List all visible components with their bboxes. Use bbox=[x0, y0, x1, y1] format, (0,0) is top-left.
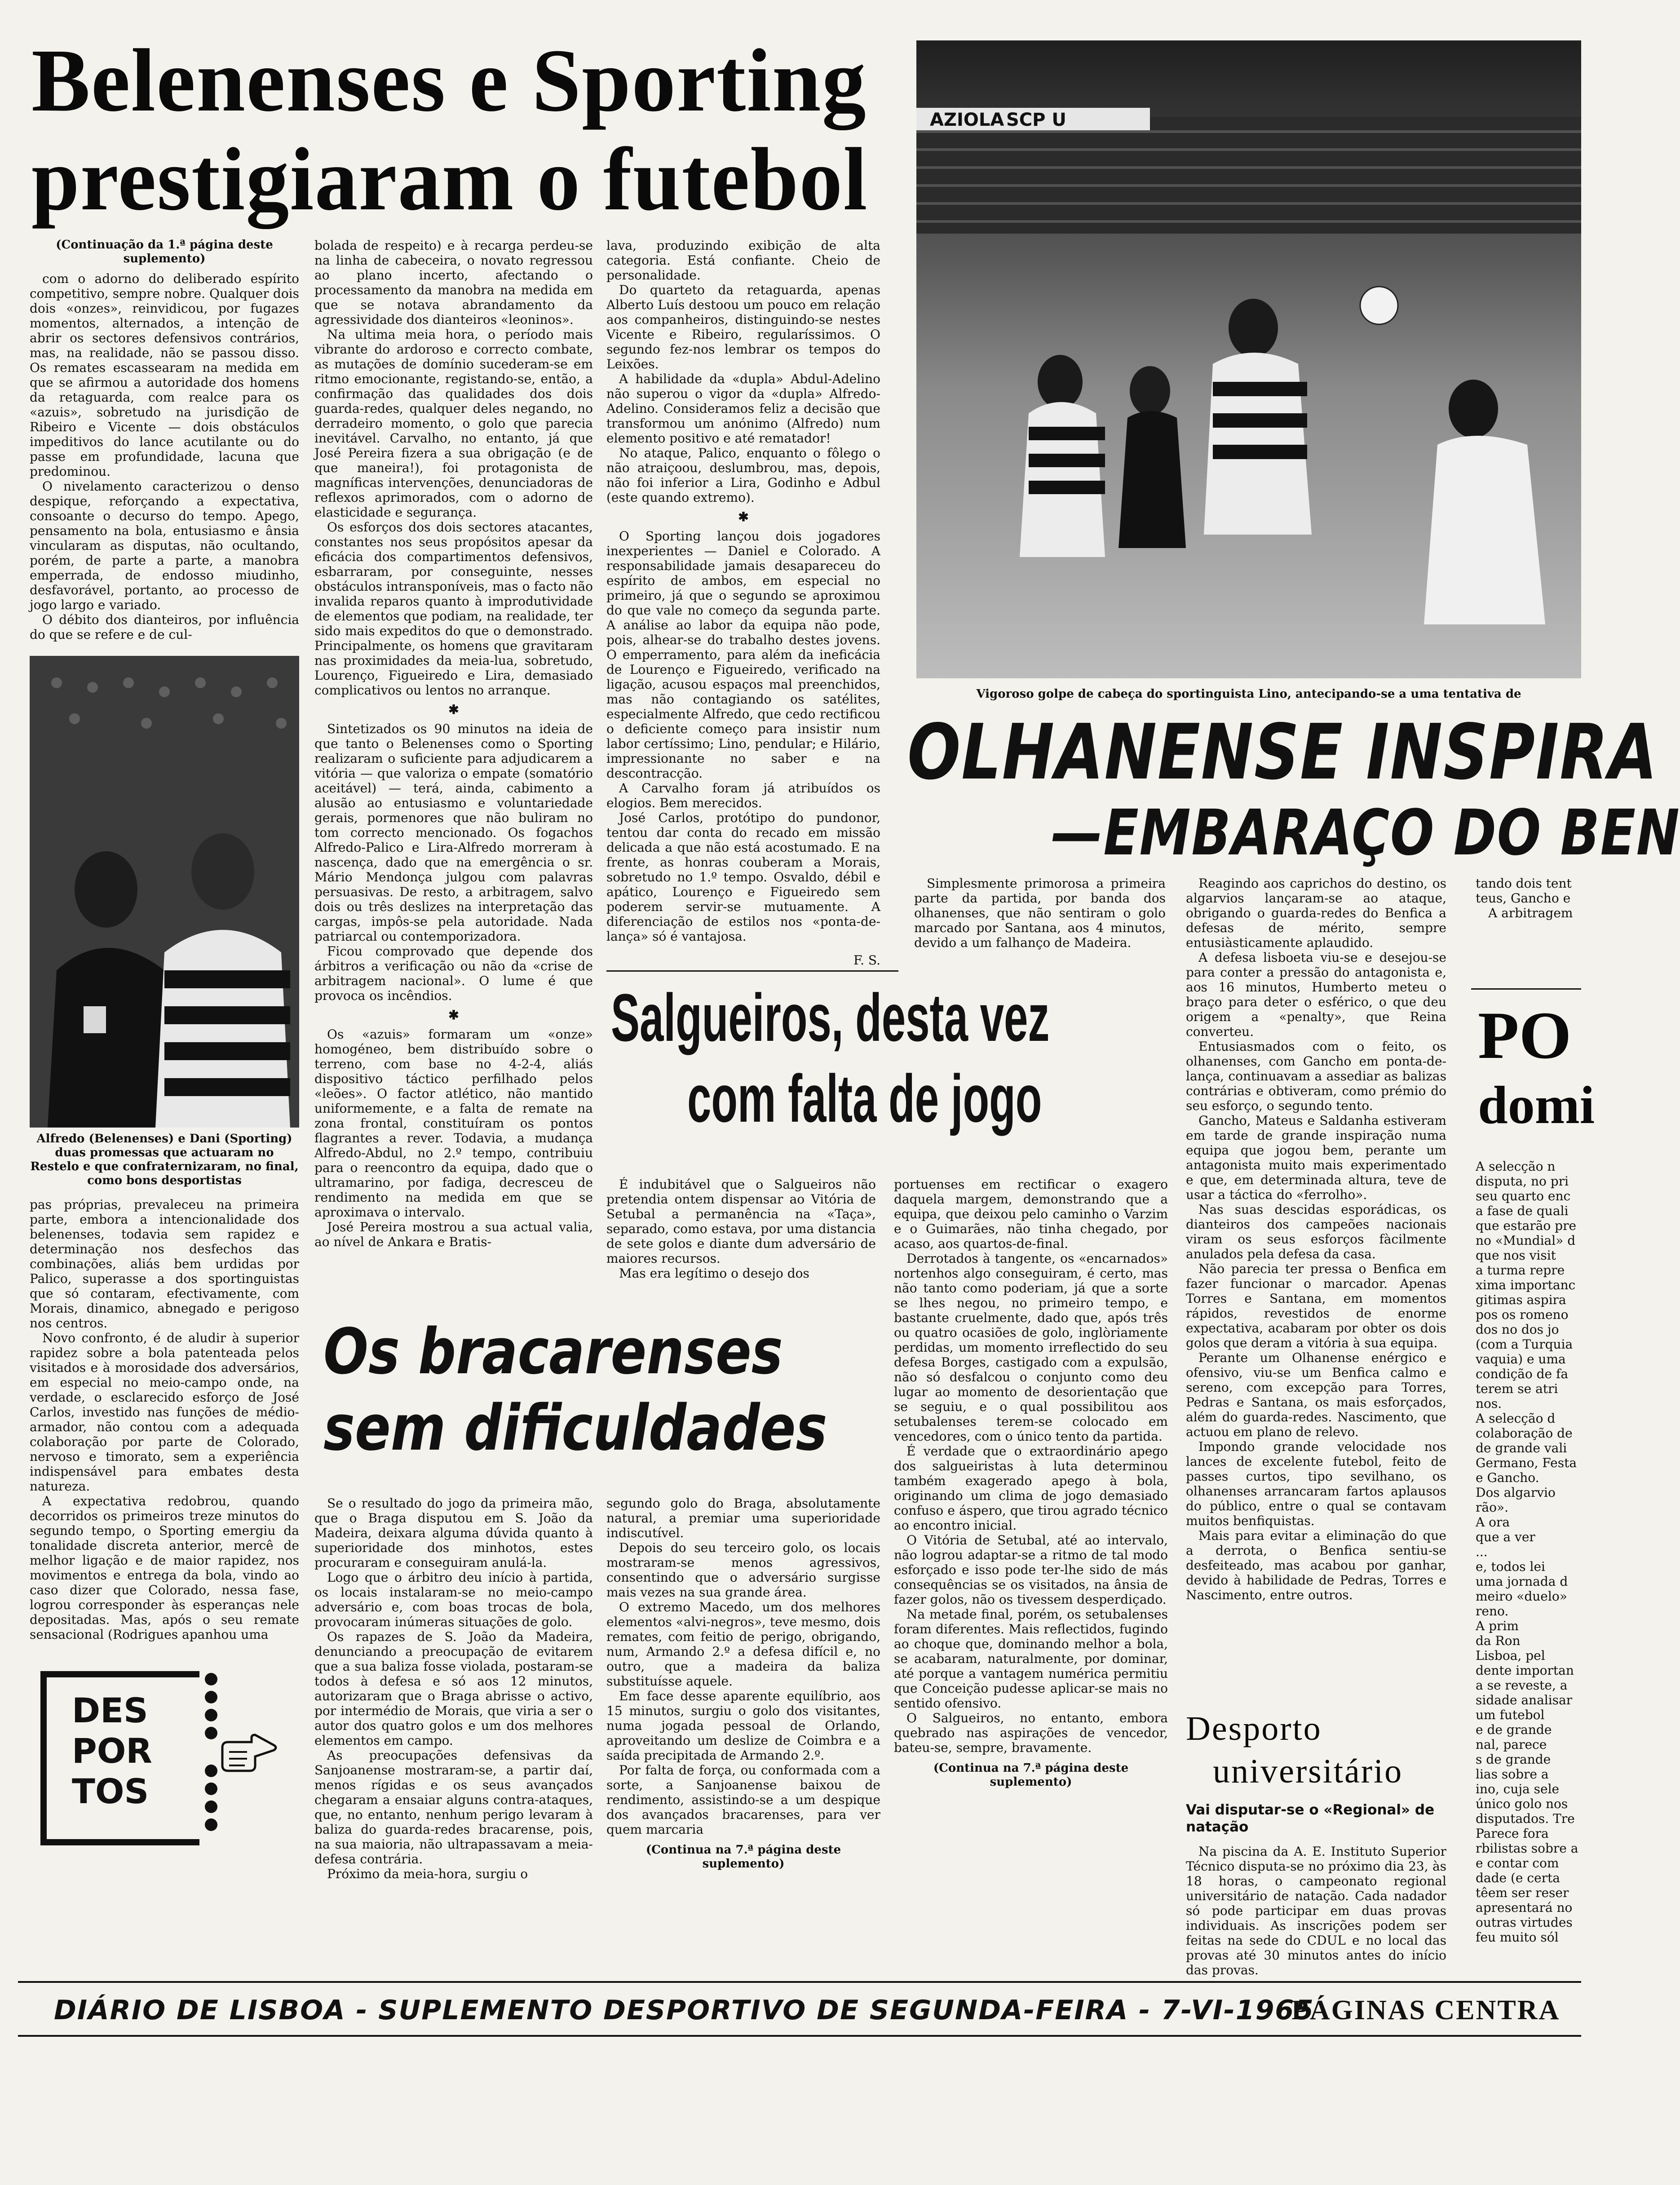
paragraph: O nivelamento caracterizou o denso despique, reforçando a expectativa, consoante o decurso do tempo. Apego, pensamento na bola, entusiasmo e ânsia vincularam as disputas, não ocultando, porém, de parte a parte, a manobra emperrada, de endosso miudinho, desfavorável, portanto, ao processo de jogo largo e variado. bbox=[30, 479, 299, 612]
strip-line: meiro «duelo» bbox=[1476, 1589, 1567, 1604]
paragraph: O Salgueiros, no entanto, embora quebrado nas aspirações de vencedor, bateu-se, sempre, bravamente. bbox=[894, 1711, 1168, 1755]
paragraph: Impondo grande velocidade nos lances de excelente futebol, feito de passes curtos, tipo sevilhano, os olhanenses arrancaram fartos aplausos do público, entre o qual se contavam muitos benfiquistas. bbox=[1186, 1439, 1446, 1528]
strip-line: Germano, Festa bbox=[1476, 1455, 1577, 1470]
section-divider-star: ✱ bbox=[738, 509, 749, 524]
strip-line: um futebol bbox=[1476, 1707, 1545, 1722]
universitario-title2: universitário bbox=[1213, 1752, 1403, 1790]
continuation-note: (Continua na 7.ª página deste suplemento) bbox=[933, 1761, 1129, 1789]
text-fragment: teus, Gancho e bbox=[1476, 891, 1571, 906]
strip-line: (com a Turquia bbox=[1476, 1337, 1573, 1352]
strip-line: rão». bbox=[1476, 1500, 1508, 1515]
article1-column1 bbox=[30, 238, 299, 642]
paragraph: José Carlos, protótipo do pundonor, tentou dar conta do recado em missão delicada a que não está acostumado. E na frente, as honras couberam a Morais, sobretudo no 1.º tempo. Osvaldo, débil e apático, Lourenço e Figueiredo sem poderem servir-se mutuamente. A diferenciação de estilos nos «ponta-de-lança» só é vantajosa. bbox=[606, 810, 880, 944]
strip-line: Dos algarvio bbox=[1476, 1485, 1556, 1500]
right-strip-lines bbox=[1476, 1159, 1581, 1945]
logo-text-3: TOS bbox=[72, 1771, 149, 1811]
paragraph: Próximo da meia-hora, surgiu o bbox=[327, 1867, 528, 1881]
strip-line: ino, cuja sele bbox=[1476, 1782, 1560, 1796]
olhanense-title2: —EMBARAÇO DO BEN bbox=[1051, 796, 1680, 870]
strip-line: pos os romeno bbox=[1476, 1307, 1569, 1322]
strip-line: gitimas aspira bbox=[1476, 1292, 1566, 1307]
paragraph: Mais para evitar a eliminação do que a derrota, o Benfica sentiu-se desfeiteado, mas acabou por ganhar, devido à habilidade de Pedras, Torres e Nascimento, entre outros. bbox=[1186, 1528, 1446, 1602]
bracarenses-title2: sem dificuldades bbox=[323, 1392, 827, 1465]
section-divider-star: ✱ bbox=[448, 702, 459, 717]
paragraph: A defesa lisboeta viu-se e desejou-se para conter a pressão do antagonista e, aos 16 minutos, Humberto meteu o braço para deter o esférico, o que deu origem a «penalty», que Reina converteu. bbox=[1186, 950, 1446, 1039]
universitario-subtitle: Vai disputar-se o «Regional» de natação bbox=[1186, 1802, 1435, 1835]
article1-col1b bbox=[30, 1197, 299, 1642]
paragraph: Logo que o árbitro deu início à partida, os locais instalaram-se no meio-campo adversário e, com boas trocas de bola, provocaram inúmeras situações de golo. bbox=[314, 1570, 593, 1629]
strip-line: vaquia) e uma bbox=[1476, 1352, 1566, 1367]
salgueiros-col2 bbox=[894, 1177, 1168, 1789]
salgueiros-title1: Salgueiros, desta vez bbox=[611, 980, 1050, 1055]
strip-line: têem ser reser bbox=[1476, 1885, 1569, 1900]
paragraph: Por falta de força, ou conformada com a sorte, a Sanjoanense baixou de rendimento, assistindo-se a um despique dos avançados bracarenses, para ver quem marcaria bbox=[606, 1763, 880, 1837]
divider-line bbox=[606, 970, 898, 972]
strip-line: seu quarto enc bbox=[1476, 1189, 1571, 1203]
paragraph: Reagindo aos caprichos do destino, os algarvios lançaram-se ao ataque, obrigando o guarda-redes do Benfica a defesas de mérito, sempre entusiàsticamente aplaudido. bbox=[1186, 876, 1446, 950]
text-fragment: tando dois tent bbox=[1476, 876, 1572, 891]
logo-text-2: POR bbox=[72, 1731, 152, 1771]
strip-line: ... bbox=[1476, 1544, 1488, 1559]
paragraph: Do quarteto da retaguarda, apenas Alberto Luís destoou um pouco em relação aos companheiros, distinguindo-se nestes Vicente e Ribeiro, regularíssimos. O segundo fez-nos lembrar os tempos do Leixões. bbox=[606, 283, 880, 372]
strip-line: e Gancho. bbox=[1476, 1470, 1539, 1485]
paragraph: É indubitável que o Salgueiros não pretendia ontem dispensar ao Vitória de Setubal a permanência na «Taça», separado, como estava, por uma distancia de sete golos e diante dum adversário de maiores recursos. bbox=[606, 1177, 876, 1266]
players-illustration bbox=[30, 656, 299, 1128]
right-strip-text bbox=[1476, 1159, 1581, 1968]
banner-text-2: SCP U bbox=[1006, 110, 1066, 130]
strip-line: a turma repre bbox=[1476, 1263, 1565, 1278]
strip-line: A ora bbox=[1476, 1515, 1510, 1530]
paragraph: pas próprias, prevaleceu na primeira parte, embora a intencionalidade dos belenenses, todavia sem rapidez e determinação nos desfechos das combinações, aliás bem urdidas por Palico, superasse a dos sportinguistas que só contaram, efectivamente, com Morais, dinamico, abnegado e perigoso nos centros. bbox=[30, 1197, 299, 1331]
footer-rule-bottom bbox=[18, 2035, 1581, 2037]
photo-lino-header bbox=[916, 40, 1581, 678]
paragraph: bolada de respeito) e à recarga perdeu-se na linha de cabeceira, o novato regressou ao plano incerto, afectando o processamento da manobra na medida em que se notava abrandamento da agressividade dos dianteiros «leoninos». bbox=[314, 238, 593, 327]
bracarenses-col1 bbox=[314, 1496, 593, 1881]
paragraph: Os esforços dos dois sectores atacantes, constantes nos seus propósitos apesar da eficácia dos compartimentos defensivos, esbarraram, por conseguinte, nesses obstáculos intransponíveis, mas o facto não invalida reparos quanto à improdutividade de elementos que podiam, na realidade, ter sido mais expeditos do que o demonstrado. Principalmente, os homens que gravitaram nas proximidades da meia-lua, sobretudo, Lourenço, Figueiredo e Lira, demasiado complicativos ou lentos no arranque. bbox=[314, 520, 593, 698]
strip-line: da Ron bbox=[1476, 1633, 1521, 1648]
paragraph: Nas suas descidas esporádicas, os dianteiros dos campeões nacionais viram os seus esforços fàcilmente anulados pela defesa da casa. bbox=[1186, 1202, 1446, 1261]
salgueiros-col1 bbox=[606, 1177, 876, 1281]
section-divider-star: ✱ bbox=[448, 1008, 459, 1022]
paragraph: com o adorno do deliberado espírito competitivo, sempre nobre. Qualquer dois dois «onzes», reinvidicou, por fugazes momentos, alternados, a intenção de abrir os sectores defensivos contrários, mas, na realidade, não se passou disso. Os remates escassearam na medida em que se afirmou a autoridade dos homens da retaguarda, com realce para os «azuis», sobretudo na jurisdição de Ribeiro e Vicente — dois obstáculos impeditivos do lance acutilante ou do passe em profundidade, lacuna que predominou. bbox=[30, 271, 299, 479]
universitario-title1: Desporto bbox=[1186, 1710, 1322, 1747]
strip-line: Parece fora bbox=[1476, 1826, 1549, 1841]
footer-right: PÁGINAS CENTRA bbox=[1291, 1995, 1561, 2026]
strip-line: A prim bbox=[1476, 1619, 1519, 1633]
photo-caption-left: Alfredo (Belenenses) e Dani (Sporting) duas promessas que actuaram no Restelo e que confraternizaram, no final, como bons desportistas bbox=[30, 1132, 299, 1187]
strip-line: sidade analisar bbox=[1476, 1693, 1573, 1707]
article1-column2 bbox=[314, 238, 593, 1249]
paragraph: Simplesmente primorosa a primeira parte da partida, por banda dos olhanenses, que não sentiram o golo marcado por Santana, aos 4 minutos, devido a um falhanço de Madeira. bbox=[914, 876, 1166, 950]
paragraph: O extremo Macedo, um dos melhores elementos «alvi-negros», teve mesmo, dois remates, com feitio de perigo, obrigando, num, Armando 2.º a defesa difícil e, no outro, que a madeira da baliza substituísse aquele. bbox=[606, 1600, 880, 1689]
paragraph: José Pereira mostrou a sua actual valia, ao nível de Ankara e Bratis- bbox=[314, 1220, 593, 1249]
paragraph: Novo confronto, é de aludir à superior rapidez sobre a bola patenteada pelos visitados e à morosidade dos adversários, em especial no meio-campo onde, na verdade, o esclarecido esforço de José Carlos, investido nas funções de médio-armador, não contou com a adequada colaboração por parte de Colorado, nervoso e timorato, sem a experiência indispensável para embates desta natureza. bbox=[30, 1331, 299, 1494]
paragraph: Perante um Olhanense enérgico e ofensivo, viu-se um Benfica calmo e sereno, com excepção para Torres, Pedras e Santana, os mais esforçados, além do guarda-redes. Nascimento, que actuou em plano de relevo. bbox=[1186, 1350, 1446, 1439]
strip-line: reno. bbox=[1476, 1604, 1509, 1619]
strip-line: nos. bbox=[1476, 1396, 1502, 1411]
strip-line: Lisboa, pel bbox=[1476, 1648, 1545, 1663]
strip-line: a se reveste, a bbox=[1476, 1678, 1568, 1693]
paragraph: Na ultima meia hora, o período mais vibrante do ardoroso e correcto combate, as mutações de domínio sucederam-se em ritmo emocionante, registando-se, então, a confirmação das qualidades dos dois guarda-redes, qualquer deles negando, no derradeiro momento, o golo que parecia inevitável. Carvalho, no entanto, já que José Pereira fizera a sua obrigação (e de que maneira!), foi protagonista de magníficas intervenções, denunciadoras de reflexos aprimorados, com o adorno de elasticidade e segurança. bbox=[314, 327, 593, 520]
strip-line: e de grande bbox=[1476, 1722, 1552, 1737]
olhanense-title1: OLHANENSE INSPIRA bbox=[907, 708, 1658, 797]
paragraph: A expectativa redobrou, quando decorridos os primeiros treze minutos do segundo tempo, o Sporting emergiu da tonalidade discreta anterior, mercê de melhor ligação e de maior rapidez, nos movimentos e entrega da bola, vindo ao caso dizer que Colorado, nessa fase, logrou corresponder às esperanças nele depositadas. Mas, após o seu remate sensacional (Rodrigues apanhou uma bbox=[30, 1494, 299, 1642]
paragraph: O Sporting lançou dois jogadores inexperientes — Daniel e Colorado. A responsabilidade jamais desapareceu do espírito de ambos, em especial no primeiro, já que o segundo se aproximou do que vale no começo da segunda parte. A análise ao labor da equipa não pode, pois, alhear-se do trabalho destes jovens. O emperramento, para além da ineficácia de Lourenço e Figueiredo, verificado na ligação, acusou espaços mal preenchidos, mas não contagiando os satélites, especialmente Alfredo, que cedo rectificou o deficiente começo para insistir num labor certíssimo; Lino, pendular; e Hilário, impressionante no saber e na descontracção. bbox=[606, 529, 880, 781]
strip-line: nal, parece bbox=[1476, 1737, 1547, 1752]
paragraph: O débito dos dianteiros, por influência do que se refere e de cul- bbox=[30, 612, 299, 642]
paragraph: portuenses em rectificar o exagero daquela margem, demonstrando que a equipa, que deixou pelo caminho o Varzim e o Guimarães, não tinha chegado, por acaso, aos quartos-de-final. bbox=[894, 1177, 1168, 1251]
pointing-hand-icon bbox=[220, 1734, 279, 1774]
paragraph: A habilidade da «dupla» Abdul-Adelino não superou o vigor da «dupla» Alfredo-Adelino. Consideramos feliz a decisão que transformou um anónimo (Alfredo) num elemento positivo e até rematador! bbox=[606, 372, 880, 446]
paragraph: A Carvalho foram já atribuídos os elogios. Bem merecidos. bbox=[606, 781, 880, 810]
banner-text-1: AZIOLA bbox=[930, 110, 1004, 130]
paragraph: Mas era legítimo o desejo dos bbox=[619, 1266, 809, 1281]
paragraph: Se o resultado do jogo da primeira mão, que o Braga disputou em S. João da Madeira, deixara alguma dúvida quanto à superioridade dos minhotos, estes procuraram e conseguiram anulá-la. bbox=[314, 1496, 593, 1570]
article1-column3 bbox=[606, 238, 880, 968]
continuation-note: (Continuação da 1.ª página deste suplemento) bbox=[56, 238, 273, 265]
strip-line: que estarão pre bbox=[1476, 1218, 1577, 1233]
olhanense-col2 bbox=[1186, 876, 1446, 1602]
strip-line: dente importan bbox=[1476, 1663, 1574, 1678]
strip-line: que a ver bbox=[1476, 1530, 1535, 1544]
right-strip-title2: domi bbox=[1478, 1075, 1595, 1135]
paragraph: segundo golo do Braga, absolutamente natural, a premiar uma superioridade indiscutível. bbox=[606, 1496, 880, 1540]
logo-dots bbox=[202, 1671, 220, 1833]
strip-line: dade (e certa bbox=[1476, 1871, 1560, 1885]
continuation-note: (Continua na 7.ª página deste suplemento) bbox=[645, 1843, 841, 1871]
paragraph: As preocupações defensivas da Sanjoanense mostraram-se, a partir daí, menos rígidas e os seus avançados chegaram a ensaiar alguns contra-ataques, que, no entanto, nenhum perigo levaram à baliza do guarda-redes bracarense, pois, na sua maioria, não ultrapassavam a meia-defesa contrária. bbox=[314, 1748, 593, 1867]
bracarenses-title1: Os bracarenses bbox=[323, 1315, 783, 1389]
paragraph: lava, produzindo exibição de alta categoria. Está confiante. Cheio de personalidade. bbox=[606, 238, 880, 283]
strip-line: a fase de quali bbox=[1476, 1203, 1569, 1218]
strip-line: de grande vali bbox=[1476, 1441, 1567, 1455]
right-strip-title1: PO bbox=[1478, 998, 1572, 1073]
strip-line: e contar com bbox=[1476, 1856, 1559, 1871]
strip-line: uma jornada d bbox=[1476, 1574, 1568, 1589]
strip-line: terem se atri bbox=[1476, 1381, 1558, 1396]
salgueiros-title2: com falta de jogo bbox=[687, 1061, 1042, 1136]
paragraph: Derrotados à tangente, os «encarnados» nortenhos algo conseguiram, é certo, mas não tanto como poderiam, já que a sorte se lhes negou, no primeiro tempo, e bastante cruelmente, dado que, após três ou quatro ocasiões de golo, inglòriamente perdidas, um momento irreflectido do seu defesa Borges, castigado com a expulsão, não só desfalcou o conjunto como deu lugar ao momento de desorientação que se seguiu, e o qual possibilitou aos setubalenses terem-se colocado em vencedores, com o único tento da partida. bbox=[894, 1251, 1168, 1444]
paragraph: Sintetizados os 90 minutos na ideia de que tanto o Belenenses como o Sporting realizaram o suficiente para adjudicarem a vitória — que valoriza o empate (somatório aceitável) — terá, ainda, cabimento a alusão ao entusiasmo e voluntariedade gerais, pormenores que não buliram no tom correcto mencionado. Os fogachos Alfredo-Palico e Lira-Alfredo morreram à nascença, dado que na emergência o sr. Mário Mendonça julgou com palavras persuasivas. De resto, a arbitragem, salvo dois ou três deslizes na interpretação das cargas, impôs-se pela autoridade. Nada patriarcal ou contemporizadora. bbox=[314, 721, 593, 944]
strip-line: único golo nos bbox=[1476, 1796, 1568, 1811]
divider-line bbox=[1471, 988, 1581, 990]
strip-line: e, todos lei bbox=[1476, 1559, 1546, 1574]
strip-line: condição de fa bbox=[1476, 1367, 1569, 1381]
paragraph: Na piscina da A. E. Instituto Superior Técnico disputa-se no próximo dia 23, às 18 horas, o campeonato regional universitário de natação. Cada nadador só pode participar em duas provas individuais. As inscrições podem ser feitas na sede do CDUL e no local das provas até 30 minutos antes do início das provas. bbox=[1186, 1844, 1446, 1977]
paragraph: Depois do seu terceiro golo, os locais mostraram-se menos agressivos, consentindo que o adversário surgisse mais vezes na sua grande área. bbox=[606, 1540, 880, 1600]
strip-line: dos no dos jo bbox=[1476, 1322, 1559, 1337]
headline-line1: Belenenses e Sporting bbox=[31, 31, 867, 130]
paragraph: No ataque, Palico, enquanto o fôlego o não atraiçoou, deslumbrou, mas, depois, não foi inferior a Lira, Godinho e Adbul (este quando extremo). bbox=[606, 446, 880, 505]
strip-line: A selecção n bbox=[1476, 1159, 1556, 1174]
paragraph: Em face desse aparente equilíbrio, aos 15 minutos, surgiu o golo dos visitantes, numa jogada pessoal de Orlando, aproveitando um deslize de Coimbra e a saída precipitada de Armando 2.º. bbox=[606, 1689, 880, 1763]
paragraph: Não parecia ter pressa o Benfica em fazer funcionar o marcador. Apenas Torres e Santana, em momentos rápidos, revestidos de enorme expectativa, acabaram por obter os dois golos que deram a vitória à sua equipa. bbox=[1186, 1261, 1446, 1350]
olhanense-col1 bbox=[914, 876, 1166, 950]
signature: F. S. bbox=[853, 953, 880, 968]
paragraph: Ficou comprovado que depende dos árbitros a verificação ou não da «crise de arbitragem nacional». O lume é que provoca os incêndios. bbox=[314, 944, 593, 1003]
photo-alfredo-dani bbox=[30, 656, 299, 1128]
paragraph: É verdade que o extraordinário apego dos salgueiristas à luta determinou também exagerado apego à bola, originando um clima de jogo demasiado confuso e áspero, que tirou agrado técnico ao encontro inicial. bbox=[894, 1444, 1168, 1533]
desportos-logo bbox=[31, 1671, 283, 1833]
footer-left: DIÁRIO DE LISBOA - SUPLEMENTO DESPORTIVO DE SEGUNDA-FEIRA - 7-VI-1965 bbox=[54, 1995, 1314, 2026]
match-photo-illustration bbox=[916, 40, 1581, 678]
strip-line: xima importanc bbox=[1476, 1278, 1576, 1292]
strip-line: outras virtudes bbox=[1476, 1915, 1573, 1930]
strip-line: colaboração de bbox=[1476, 1426, 1573, 1441]
strip-line: feu muito sól bbox=[1476, 1930, 1559, 1945]
football-icon bbox=[1360, 287, 1398, 324]
paragraph: Entusiasmados com o feito, os olhanenses, com Gancho em ponta-de-lança, continuavam a assediar as balizas contrárias e obtiveram, como prémio do seu esforço, o segundo tento. bbox=[1186, 1039, 1446, 1113]
paragraph: Os rapazes de S. João da Madeira, denunciando a preocupação de evitarem que a sua baliza fosse violada, postaram-se todos à defesa e só aos 12 minutos, autorizaram que o Braga abrisse o activo, por intermédio de Morais, que viria a ser o autor dos quatro golos e um dos melhores elementos em campo. bbox=[314, 1629, 593, 1748]
strip-line: s de grande bbox=[1476, 1752, 1551, 1767]
strip-line: A selecção d bbox=[1476, 1411, 1556, 1426]
paragraph: Na metade final, porém, os setubalenses foram diferentes. Mais reflectidos, fugindo ao choque que, dominando melhor a bola, se acabaram, naturalmente, por dominar, até porque a vantagem numérica permitiu que Conceição pudesse aplicar-se mais no sentido ofensivo. bbox=[894, 1607, 1168, 1711]
article1-col1a bbox=[30, 271, 299, 642]
strip-line: apresentará no bbox=[1476, 1900, 1573, 1915]
strip-line: lias sobre a bbox=[1476, 1767, 1549, 1782]
bracarenses-col2 bbox=[606, 1496, 880, 1871]
footer-rule-top bbox=[18, 1981, 1581, 1983]
logo-text-1: DES bbox=[72, 1690, 148, 1730]
paragraph: Os «azuis» formaram um «onze» homogéneo, bem distribuído sobre o terreno, com base no 4-2-4, aliás dispositivo táctico perfilhado pelos «leões». O factor atlético, não mantido uniformemente, e a falta de remate na zona frontal, constituíram os pontos flagrantes a rever. Todavia, a mudança Alfredo-Abdul, no 2.º tempo, contribuiu para o reencontro da equipa, dado que o ultramarino, por fadiga, decresceu de rendimento na medida em que se aproximava o intervalo. bbox=[314, 1027, 593, 1220]
universitario-body bbox=[1186, 1844, 1446, 1977]
paragraph: O Vitória de Setubal, até ao intervalo, não logrou adaptar-se a ritmo de tal modo esforçado e isso pode ter-lhe sido de más consequências se os visitados, na ânsia de fazer golos, não os tivessem desperdiçado. bbox=[894, 1533, 1168, 1607]
strip-line: disputados. Tre bbox=[1476, 1811, 1575, 1826]
photo-caption-right: Vigoroso golpe de cabeça do sportinguista Lino, antecipando-se a uma tentativa de bbox=[976, 687, 1521, 701]
headline-line2: prestigiaram o futebol bbox=[31, 130, 868, 229]
paragraph: Gancho, Mateus e Saldanha estiveram em tarde de grande inspiração numa equipa que jogou bem, perante um antagonista muito mais experimentado e que, em determinada altura, teve de usar a táctica do «ferrolho». bbox=[1186, 1113, 1446, 1202]
text-fragment: A arbitragem bbox=[1488, 906, 1573, 920]
strip-line: no «Mundial» d bbox=[1476, 1233, 1576, 1248]
olhanense-col3 bbox=[1476, 876, 1581, 920]
strip-line: que nos visit bbox=[1476, 1248, 1556, 1263]
strip-line: disputa, no pri bbox=[1476, 1174, 1569, 1189]
strip-line: rbilistas sobre a bbox=[1476, 1841, 1578, 1856]
